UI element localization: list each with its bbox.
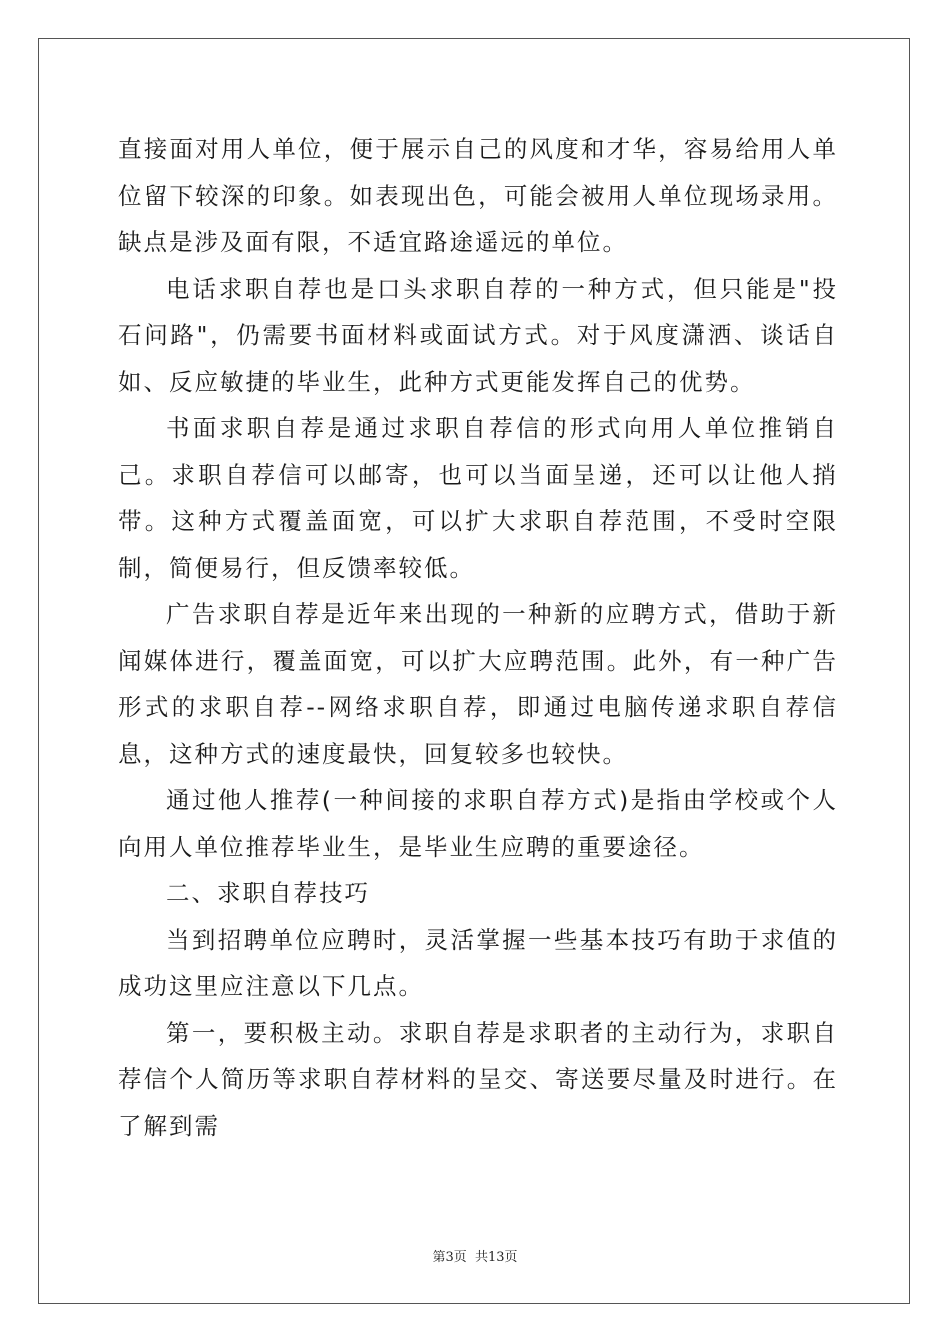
- page-total: 共13页: [474, 1250, 518, 1265]
- paragraph-7: 第一，要积极主动。求职自荐是求职者的主动行为，求职自荐信个人简历等求职自荐材料的呈交、寄送要尽量及时进行。在了解到需: [118, 1018, 838, 1140]
- section-heading: 二、求职自荐技巧: [166, 879, 370, 907]
- paragraph-5: 通过他人推荐(一种间接的求职自荐方式)是指由学校或个人向用人单位推荐毕业生，是毕业生应聘的重要途径。: [118, 786, 838, 861]
- document-body: [118, 126, 838, 1149]
- paragraph-4: 广告求职自荐是近年来出现的一种新的应聘方式，借助于新闻媒体进行，覆盖面宽，可以扩大应聘范围。此外，有一种广告形式的求职自荐--网络求职自荐，即通过电脑传递求职自荐信息，这种方式的速度最快，回复较多也较快。: [118, 600, 838, 768]
- page-footer: [0, 1246, 950, 1265]
- paragraph-3: 书面求职自荐是通过求职自荐信的形式向用人单位推销自己。求职自荐信可以邮寄，也可以当面呈递，还可以让他人捎带。这种方式覆盖面宽，可以扩大求职自荐范围，不受时空限制，简便易行，但反馈率较低。: [118, 414, 838, 582]
- page-number: 第3页: [432, 1250, 467, 1265]
- paragraph-6: 当到招聘单位应聘时，灵活掌握一些基本技巧有助于求值的成功这里应注意以下几点。: [118, 925, 838, 1000]
- paragraph-1: 直接面对用人单位，便于展示自己的风度和才华，容易给用人单位留下较深的印象。如表现出色，可能会被用人单位现场录用。缺点是涉及面有限，不适宜路途遥远的单位。: [118, 135, 838, 256]
- paragraph-2: 电话求职自荐也是口头求职自荐的一种方式，但只能是"投石问路"，仍需要书面材料或面试方式。对于风度潇洒、谈话自如、反应敏捷的毕业生，此种方式更能发挥自己的优势。: [118, 274, 838, 396]
